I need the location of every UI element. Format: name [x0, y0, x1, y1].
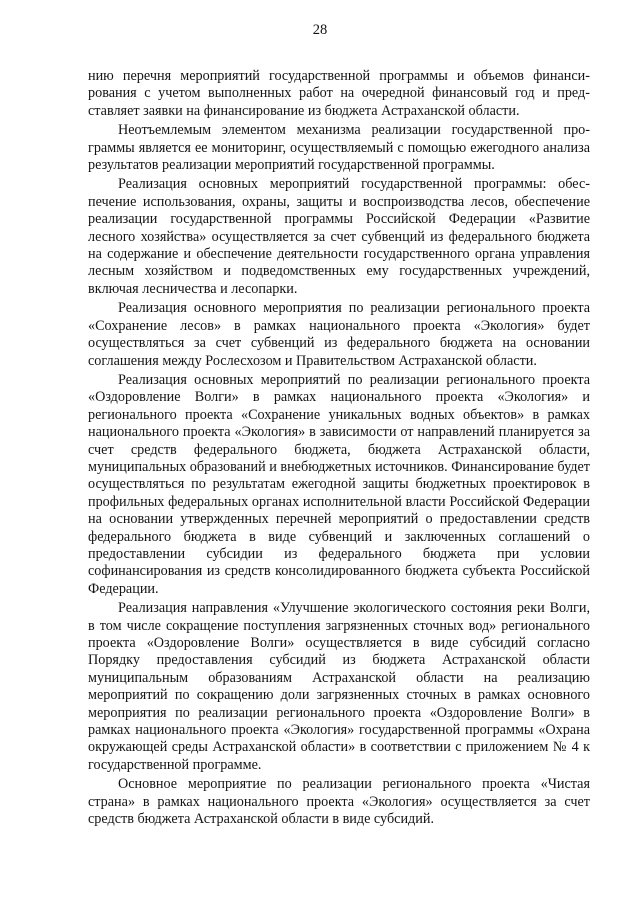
paragraph-monitoring: Неотъемлемым элементом механизма реализации государственной программы является ее мониторинг, осуществляемый с помощью ежегодного анализа результатов реализации мероприятий государственной программы. — [88, 122, 590, 174]
paragraph-volga-water-projects: Реализация основных мероприятий по реализации регионального проекта «Оздоровление Волги» в рамках национального проекта «Экология» и регионального проекта «Сохранение уникальных водных объектов» в рамках национального проекта «Экология» в зависимости от направлений планируется за счет средств федерального бюджета, бюджета Астраханской области, муниципальных образований и внебюджетных источников. Финансирование будет осуществляться по результатам ежегодной защиты бюджетных проектировок в профильных федеральных органах исполнительной власти Российской Федерации на основании утвержденных перечней мероприятий о предоставлении средств федерального бюджета в виде субвенций и заключенных соглашений о предоставлении субсидии из федерального бюджета при условии софинансирования из средств консолидированного бюджета субъекта Российской Федерации. — [88, 371, 590, 597]
paragraph-volga-improvement: Реализация направления «Улучшение экологического состояния реки Волги, в том числе сокращение поступления загрязненных сточных вод» регионального проекта «Оздоровление Волги» осуществляется в виде субсидий согласно Порядку предоставления субсидий из бюджета Астраханской области муниципальным образованиям Астраханской области на реализацию мероприятий по сокращению доли загрязненных сточных в рамках основного мероприятия по реализации регионального проекта «Оздоровление Волги» в рамках национального проекта «Экология» государственной программы «Охрана окружающей среды Астраханской области» в соответствии с приложением № 4 к государственной программе. — [88, 600, 590, 773]
paragraph-forest-activities: Реализация основных мероприятий государственной программы: обеспечение использования, охраны, защиты и воспроизводства лесов, обеспечение реализации государственной программы Российской Федерации «Развитие лесного хозяйства» осуществляется за счет субвенций из федерального бюджета на содержание и обеспечение деятельности государственного органа управления лесным хозяйством и подведомственных ему государственных учреждений, включая лесничества и лесопарки. — [88, 176, 590, 297]
paragraph-clean-country: Основное мероприятие по реализации регионального проекта «Чистая страна» в рамках национального проекта «Экология» осуществляется за счет средств бюджета Астраханской области в виде субсидий. — [88, 776, 590, 828]
page-number: 28 — [312, 22, 328, 38]
paragraph-continuation: нию перечня мероприятий государственной программы и объемов финансирования с учетом выполненных работ на очередной финансовый год и представляет заявки на финансирование из бюджета Астраханской области. — [88, 68, 590, 119]
paragraph-forest-preservation-project: Реализация основного мероприятия по реализации регионального проекта «Сохранение лесов» в рамках национального проекта «Экология» будет осуществляться за счет субвенций из федерального бюджета на основании соглашения между Рослесхозом и Правительством Астраханской области. — [88, 300, 590, 369]
document-body — [88, 68, 590, 828]
